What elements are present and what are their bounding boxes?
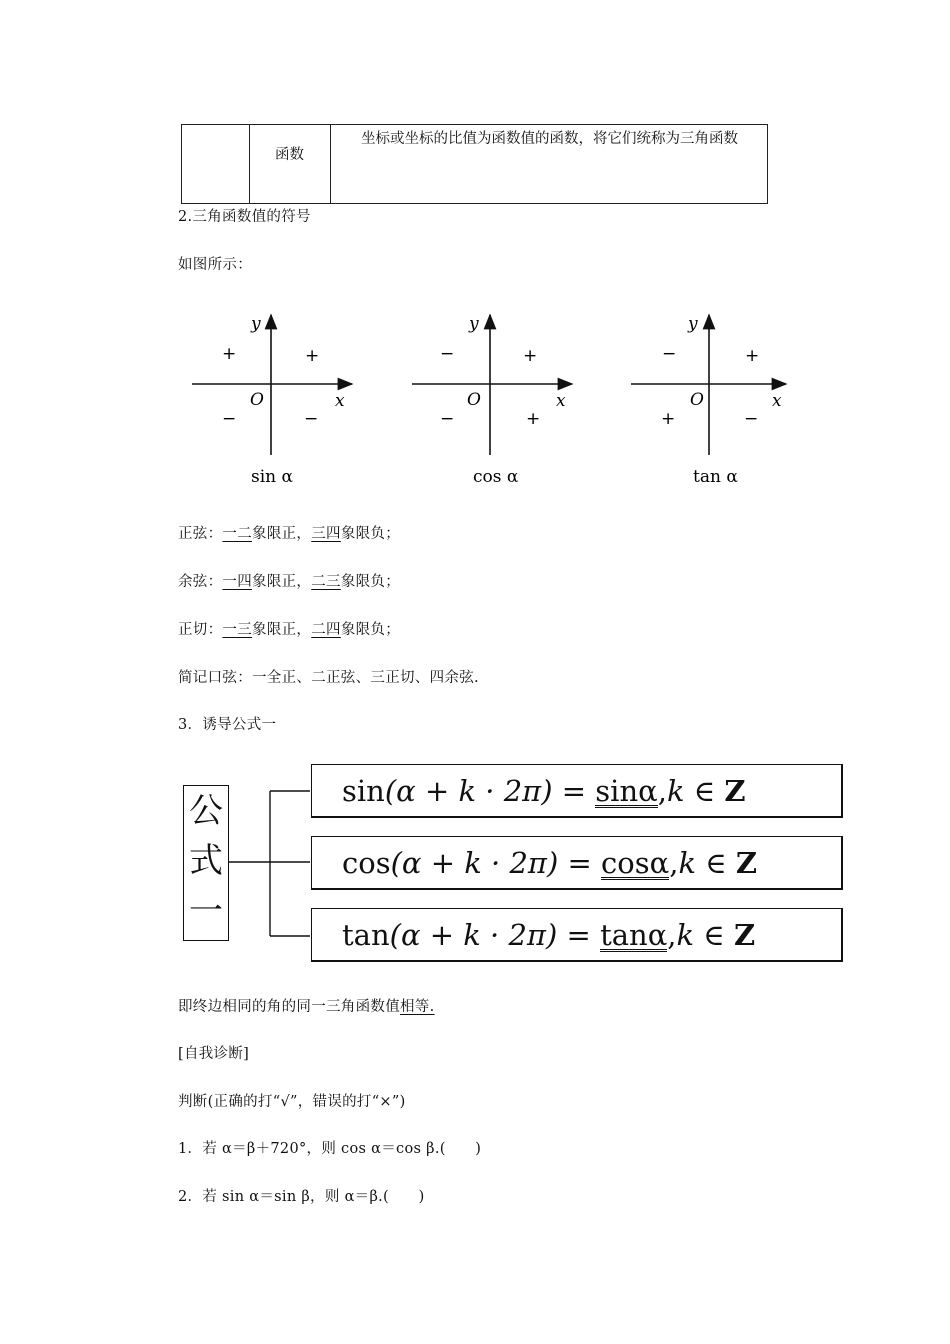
x-axis-label: x — [335, 391, 345, 411]
formula-group-label: 公 式 一 — [183, 785, 229, 941]
origin-label: O — [467, 390, 481, 410]
y-axis-label: y — [469, 314, 479, 334]
function-label: sin α — [251, 467, 293, 487]
formula-tan: tan(α + k · 2π) = tanα,k ∈ Z — [311, 908, 843, 962]
quadrant-4-sign: + — [526, 409, 541, 429]
bracket-lines — [228, 785, 318, 945]
quadrant-4-sign: − — [744, 409, 759, 429]
mnemonic: 简记口弦：一全正、二正弦、三正切、四余弦. — [178, 670, 479, 686]
diagnosis-heading: [自我诊断] — [178, 1046, 250, 1062]
tangent-rule: 正切：一三象限正，二四象限负； — [178, 622, 401, 638]
origin-label: O — [250, 390, 264, 410]
section-2-heading: 2.三角函数值的符号 — [178, 209, 311, 225]
origin-label: O — [690, 390, 704, 410]
x-axis-label: x — [772, 391, 782, 411]
sin-diagram — [192, 314, 352, 487]
quadrant-1-sign: + — [523, 346, 538, 366]
x-axis-label: x — [556, 391, 566, 411]
y-axis-label: y — [251, 314, 261, 334]
tan-diagram — [631, 314, 786, 487]
quadrant-2-sign: + — [222, 344, 237, 364]
function-label: tan α — [693, 467, 738, 487]
table-cell-term: 函数 — [249, 125, 331, 203]
sign-diagrams — [180, 305, 800, 495]
question-item: 2．若 sin α＝sin β，则 α＝β.( ) — [178, 1189, 425, 1205]
quadrant-2-sign: − — [662, 344, 677, 364]
function-label: cos α — [473, 467, 519, 487]
formula-cos: cos(α + k · 2π) = cosα,k ∈ Z — [311, 836, 843, 890]
section-3-heading: 3．诱导公式一 — [178, 717, 277, 733]
formula-summary: 即终边相同的角的同一三角函数值相等. — [178, 999, 435, 1015]
section-2-intro: 如图所示： — [178, 257, 252, 273]
cos-diagram — [412, 314, 572, 487]
formula-sin: sin(α + k · 2π) = sinα,k ∈ Z — [311, 764, 843, 818]
question-item: 1．若 α＝β＋720°，则 cos α＝cos β.( ) — [178, 1141, 482, 1157]
quadrant-1-sign: + — [745, 346, 760, 366]
sine-rule: 正弦：一二象限正，三四象限负； — [178, 526, 401, 542]
quadrant-1-sign: + — [305, 346, 320, 366]
diagnosis-instruction: 判断(正确的打“√”，错误的打“×”) — [178, 1094, 406, 1110]
table-cell-definition: 坐标或坐标的比值为函数值的函数，将它们统称为三角函数 — [361, 131, 738, 147]
quadrant-2-sign: − — [440, 344, 455, 364]
quadrant-3-sign: + — [661, 409, 676, 429]
table-cell-empty — [182, 125, 250, 203]
y-axis-label: y — [688, 314, 698, 334]
definition-table — [181, 124, 768, 204]
quadrant-4-sign: − — [304, 409, 319, 429]
quadrant-3-sign: − — [440, 409, 455, 429]
quadrant-3-sign: − — [222, 409, 237, 429]
cosine-rule: 余弦：一四象限正，二三象限负； — [178, 574, 401, 590]
